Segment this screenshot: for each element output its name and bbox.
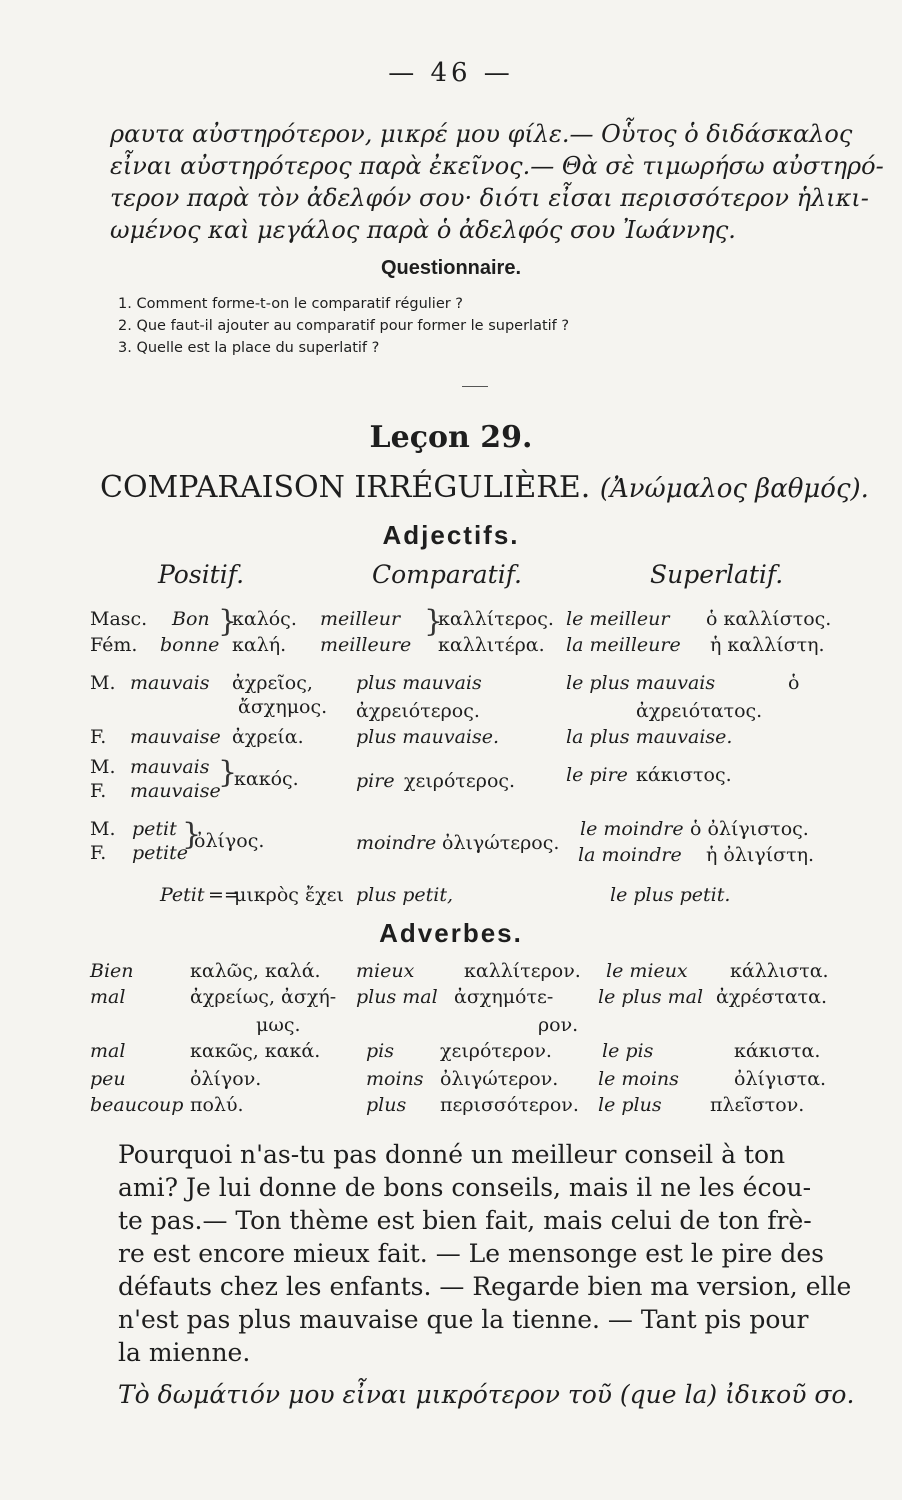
comparatif-fr: plus mauvaise.: [356, 726, 500, 748]
adverb-sup-gr: ἀχρέστατα.: [716, 986, 828, 1008]
adverb-sup-gr: πλεῖστον.: [710, 1094, 805, 1116]
adverb-gr: καλῶς, καλά.: [190, 960, 321, 982]
superlatif-fr: la meilleure: [566, 634, 681, 656]
comparatif-fr: plus mauvais: [356, 672, 482, 694]
adverb-comp-fr: mieux: [356, 960, 415, 982]
adverb-comp-gr: χειρότερον.: [440, 1040, 552, 1062]
superlatif-gr: κάκιστος.: [636, 764, 732, 786]
french-paragraph: [118, 1138, 852, 1369]
gender-label: Masc.: [90, 608, 148, 630]
adverb-gr: πολύ.: [190, 1094, 244, 1116]
header-superlatif: Superlatif.: [650, 560, 784, 589]
lesson-title: Leçon 29.: [369, 420, 533, 455]
superlatif-fr: le pire: [566, 764, 628, 786]
adverb-comp-fr: plus: [366, 1094, 407, 1116]
header-comparatif: Comparatif.: [372, 560, 522, 589]
question-item: 2. Que faut-il ajouter au comparatif pour former le superlatif ?: [118, 318, 570, 334]
adverb-fr: peu: [90, 1068, 126, 1090]
paragraph-line: n'est pas plus mauvaise que la tienne. — Tant pis pour: [118, 1305, 809, 1334]
paragraph-line: Pourquoi n'as-tu pas donné un meilleur conseil à ton: [118, 1140, 786, 1169]
section-title-fr: COMPARAISON IRRÉGULIÈRE.: [100, 470, 591, 505]
positif-gr: ἀχρεῖος,: [232, 672, 313, 694]
adverb-sup-gr: ὀλίγιστα.: [734, 1068, 827, 1090]
adverb-sup-fr: le moins: [598, 1068, 679, 1090]
equals-sign: ==: [208, 884, 240, 906]
positif-fr: petite: [132, 842, 188, 864]
adverb-comp-fr: pis: [366, 1040, 394, 1062]
adverb-gr: μως.: [256, 1014, 301, 1036]
adverbs-title: Adverbes.: [379, 918, 523, 948]
petit-note: le plus petit.: [610, 884, 731, 906]
superlatif-gr: ὁ: [788, 672, 800, 694]
positif-gr: καλή.: [232, 634, 287, 656]
final-greek-line: Τὸ δωμάτιόν μου εἶναι μικρότερον τοῦ (que la) ἰδικοῦ σο.: [118, 1380, 855, 1409]
question-item: 1. Comment forme-t-on le comparatif régulier ?: [118, 296, 464, 312]
paragraph-line: défauts chez les enfants. — Regarde bien ma version, elle: [118, 1272, 852, 1301]
petit-note: Petit: [160, 884, 205, 906]
section-title: [100, 470, 869, 505]
superlatif-fr: le moindre: [580, 818, 684, 840]
adverb-sup-fr: le mieux: [606, 960, 688, 982]
positif-fr: Bon: [172, 608, 210, 630]
comparatif-gr: χειρότερος.: [404, 770, 516, 792]
adverb-fr: mal: [90, 1040, 126, 1062]
positif-fr: mauvais: [130, 672, 210, 694]
superlatif-fr: la moindre: [578, 844, 682, 866]
gender-label: F.: [90, 780, 107, 802]
brace: }: [218, 755, 238, 790]
brace: }: [218, 604, 238, 639]
adjectives-title: Adjectifs.: [382, 520, 520, 550]
petit-note: μικρὸς ἔχει: [234, 884, 344, 906]
superlatif-fr: le meilleur: [566, 608, 670, 630]
adverb-sup-gr: κάκιστα.: [734, 1040, 821, 1062]
gender-label: Fém.: [90, 634, 138, 656]
greek-line: εἶναι αὐστηρότερος παρὰ ἐκεῖνος.— Θὰ σὲ τιμωρήσω αὐστηρό-: [110, 152, 884, 180]
adverb-sup-fr: le plus mal: [598, 986, 704, 1008]
gender-label: M.: [90, 818, 116, 840]
adverb-fr: Bien: [90, 960, 134, 982]
positif-fr: mauvais: [130, 756, 210, 778]
adverb-sup-gr: κάλλιστα.: [730, 960, 829, 982]
question-item: 3. Quelle est la place du superlatif ?: [118, 340, 380, 356]
header-positif: Positif.: [158, 560, 245, 589]
positif-gr: ἄσχημος.: [238, 696, 328, 718]
positif-fr: mauvaise: [130, 726, 221, 748]
brace: }: [182, 817, 202, 852]
adverb-sup-fr: le plus: [598, 1094, 662, 1116]
adverb-comp-fr: plus mal: [356, 986, 438, 1008]
comparatif-gr: καλλιτέρα.: [438, 634, 545, 656]
superlatif-gr: ἀχρειότατος.: [636, 700, 763, 722]
greek-paragraph: [110, 118, 884, 246]
comparatif-gr: ἀχρειότερος.: [356, 700, 480, 722]
positif-gr: καλός.: [232, 608, 297, 630]
superlatif-gr: ὁ καλλίστος.: [706, 608, 832, 630]
positif-gr: κακός.: [234, 768, 299, 790]
greek-line: ωμένος καὶ μεγάλος παρὰ ὁ ἀδελφός σου Ἰωάννης.: [110, 216, 736, 244]
adverb-fr: mal: [90, 986, 126, 1008]
divider: [462, 386, 488, 387]
positif-fr: bonne: [160, 634, 220, 656]
superlatif-fr: le plus mauvais: [566, 672, 716, 694]
adverb-gr: ὀλίγον.: [190, 1068, 262, 1090]
adverb-comp-gr: περισσότερον.: [440, 1094, 579, 1116]
gender-label: M.: [90, 756, 116, 778]
greek-line: τερον παρὰ τὸν ἀδελφόν σου· διότι εἶσαι περισσότερον ἡλικι-: [110, 184, 869, 212]
paragraph-line: la mienne.: [118, 1338, 251, 1367]
gender-label: F.: [90, 842, 107, 864]
paragraph-line: re est encore mieux fait. — Le mensonge est le pire des: [118, 1239, 824, 1268]
adverb-comp-gr: καλλίτερον.: [464, 960, 581, 982]
paragraph-line: ami? Je lui donne de bons conseils, mais il ne les écou-: [118, 1173, 812, 1202]
positif-gr: ἀχρεία.: [232, 726, 304, 748]
superlatif-gr: ἡ ὀλιγίστη.: [706, 844, 815, 866]
adverb-gr: ἀχρείως, ἀσχή-: [190, 986, 337, 1008]
greek-line: ραυτα αὐστηρότερον, μικρέ μου φίλε.— Οὗτος ὁ διδάσκαλος: [110, 120, 853, 148]
brace: }: [424, 604, 444, 639]
page-number: — 46 —: [388, 58, 514, 88]
questionnaire-title: Questionnaire.: [380, 257, 522, 279]
comparatif-gr: καλλίτερος.: [438, 608, 554, 630]
section-title-greek: (Ἀνώμαλος βαθμός).: [599, 474, 869, 504]
adverb-sup-fr: le pis: [602, 1040, 654, 1062]
superlatif-gr: ἡ καλλίστη.: [710, 634, 825, 656]
adverb-comp-gr: ὀλιγώτερον.: [440, 1068, 559, 1090]
comparatif-gr: ὀλιγώτερος.: [442, 832, 560, 854]
adverb-comp-gr: ἀσχημότε-: [454, 986, 554, 1008]
gender-label: M.: [90, 672, 116, 694]
adverb-gr: κακῶς, κακά.: [190, 1040, 321, 1062]
positif-fr: mauvaise: [130, 780, 221, 802]
comparatif-fr: meilleure: [320, 634, 412, 656]
superlatif-gr: ὁ ὀλίγιστος.: [690, 818, 809, 840]
adverb-fr: beaucoup: [90, 1094, 184, 1116]
comparatif-fr: meilleur: [320, 608, 401, 630]
comparatif-fr: moindre: [356, 832, 437, 854]
gender-label: F.: [90, 726, 107, 748]
adverb-comp-gr: ρον.: [538, 1014, 579, 1036]
comparatif-fr: pire: [356, 770, 395, 792]
positif-gr: ὀλίγος.: [194, 830, 265, 852]
positif-fr: petit: [132, 818, 177, 840]
petit-note: plus petit,: [356, 884, 454, 906]
superlatif-fr: la plus mauvaise.: [566, 726, 733, 748]
paragraph-line: te pas.— Ton thème est bien fait, mais celui de ton frè-: [118, 1206, 812, 1235]
adverb-comp-fr: moins: [366, 1068, 424, 1090]
